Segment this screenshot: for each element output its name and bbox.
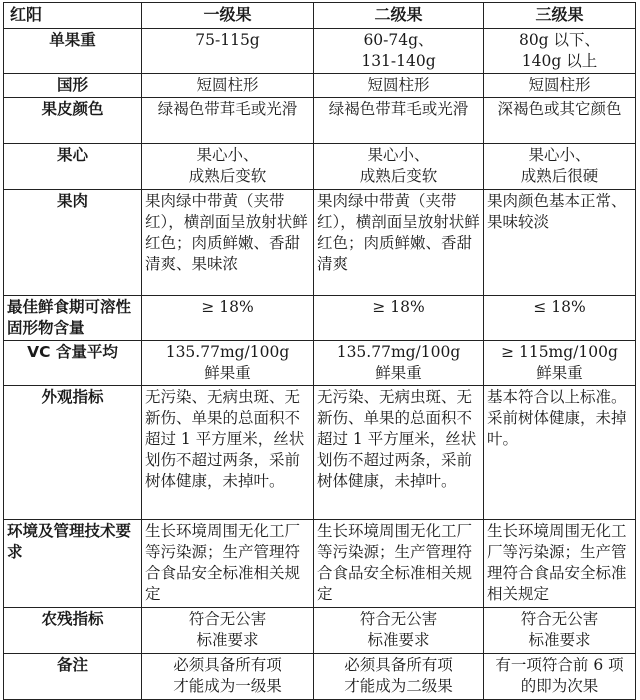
cell-grade-2: 60-74g、 131-140g xyxy=(314,29,484,74)
cell-grade-1: 135.77mg/100g 鲜果重 xyxy=(142,341,314,386)
cell-grade-3: 80g 以下、 140g 以上 xyxy=(484,29,636,74)
cell-grade-1: 75-115g xyxy=(142,29,314,74)
table-row xyxy=(4,98,636,144)
row-label: 果心 xyxy=(4,144,142,190)
table-row xyxy=(4,341,636,386)
row-label: 单果重 xyxy=(4,29,142,74)
cell-grade-3: ≥ 115mg/100g 鲜果重 xyxy=(484,341,636,386)
cell-grade-3: 有一项符合前 6 项 的即为次果 xyxy=(484,654,636,700)
header-variety: 红阳 xyxy=(4,3,142,29)
cell-grade-2: 短圆柱形 xyxy=(314,74,484,98)
cell-grade-1: 生长环境周围无化工厂等污染源；生产管理符合食品安全标准相关规定 xyxy=(142,520,314,608)
cell-grade-3: ≤ 18% xyxy=(484,296,636,341)
table-row xyxy=(4,386,636,520)
cell-grade-1: 无污染、无病虫斑、无新伤、单果的总面积不超过 1 平方厘米，丝状划伤不超过两条，采前树体健康，未掉叶。 xyxy=(142,386,314,520)
cell-grade-2: 无污染、无病虫斑、无新伤、单果的总面积不超过 1 平方厘米，丝状划伤不超过两条，采前树体健康，未掉叶。 xyxy=(314,386,484,520)
cell-grade-3: 果肉颜色基本正常、果味较淡 xyxy=(484,190,636,296)
cell-grade-1: 必须具备所有项 才能成为一级果 xyxy=(142,654,314,700)
cell-grade-1: 绿褐色带茸毛或光滑 xyxy=(142,98,314,144)
header-row xyxy=(4,3,636,29)
cell-grade-2: 绿褐色带茸毛或光滑 xyxy=(314,98,484,144)
cell-grade-2: 果肉绿中带黄（夹带红），横剖面呈放射状鲜红色；肉质鲜嫩、香甜清爽 xyxy=(314,190,484,296)
cell-grade-3: 果心小、 成熟后很硬 xyxy=(484,144,636,190)
table-row xyxy=(4,296,636,341)
cell-grade-2: ≥ 18% xyxy=(314,296,484,341)
row-label: 果肉 xyxy=(4,190,142,296)
cell-grade-1: 果心小、 成熟后变软 xyxy=(142,144,314,190)
grading-table-container xyxy=(3,2,636,700)
row-label: 备注 xyxy=(4,654,142,700)
cell-grade-1: 短圆柱形 xyxy=(142,74,314,98)
fruit-grading-table xyxy=(3,2,636,700)
cell-grade-3: 基本符合以上标准。采前树体健康，未掉叶。 xyxy=(484,386,636,520)
cell-grade-3: 短圆柱形 xyxy=(484,74,636,98)
table-row xyxy=(4,144,636,190)
cell-grade-1: ≥ 18% xyxy=(142,296,314,341)
table-row xyxy=(4,654,636,700)
cell-grade-1: 符合无公害 标准要求 xyxy=(142,608,314,654)
table-row xyxy=(4,29,636,74)
row-label: 环境及管理技术要求 xyxy=(4,520,142,608)
table-row xyxy=(4,520,636,608)
cell-grade-2: 必须具备所有项 才能成为二级果 xyxy=(314,654,484,700)
row-label: VC 含量平均 xyxy=(4,341,142,386)
table-row xyxy=(4,74,636,98)
cell-grade-2: 生长环境周围无化工厂等污染源；生产管理符合食品安全标准相关规定 xyxy=(314,520,484,608)
header-grade-2: 二级果 xyxy=(314,3,484,29)
cell-grade-3: 深褐色或其它颜色 xyxy=(484,98,636,144)
cell-grade-3: 符合无公害 标准要求 xyxy=(484,608,636,654)
header-grade-1: 一级果 xyxy=(142,3,314,29)
cell-grade-1: 果肉绿中带黄（夹带红），横剖面呈放射状鲜红色；肉质鲜嫩、香甜清爽、果味浓 xyxy=(142,190,314,296)
cell-grade-3: 生长环境周围无化工厂等污染源；生产管理符合食品安全标准相关规定 xyxy=(484,520,636,608)
row-label: 外观指标 xyxy=(4,386,142,520)
table-row xyxy=(4,190,636,296)
row-label: 国形 xyxy=(4,74,142,98)
row-label: 最佳鲜食期可溶性固形物含量 xyxy=(4,296,142,341)
header-grade-3: 三级果 xyxy=(484,3,636,29)
cell-grade-2: 符合无公害 标准要求 xyxy=(314,608,484,654)
cell-grade-2: 果心小、 成熟后变软 xyxy=(314,144,484,190)
cell-grade-2: 135.77mg/100g 鲜果重 xyxy=(314,341,484,386)
row-label: 果皮颜色 xyxy=(4,98,142,144)
table-row xyxy=(4,608,636,654)
row-label: 农残指标 xyxy=(4,608,142,654)
